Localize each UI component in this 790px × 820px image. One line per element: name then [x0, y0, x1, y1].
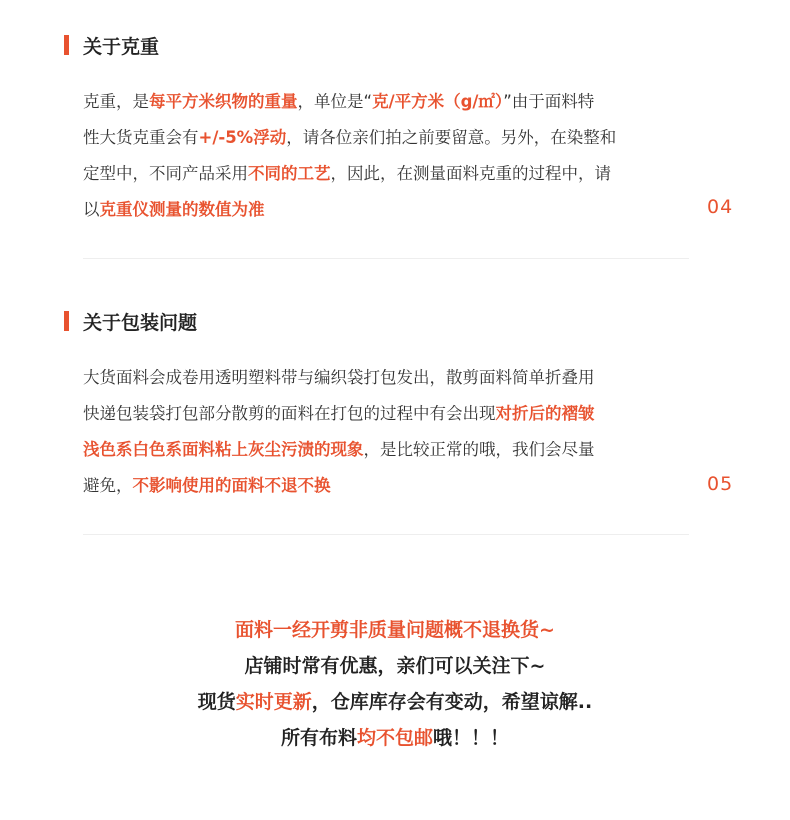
paragraph-line	[83, 84, 703, 120]
heading-title: 关于包装问题	[83, 312, 198, 334]
footer-line	[0, 720, 790, 756]
heading-title: 关于克重	[83, 36, 160, 58]
highlight-span: 均不包邮	[356, 727, 433, 749]
text-span: 大货面料会成卷用透明塑料带与编织袋打包发出，散剪面料简单折叠用	[83, 368, 595, 387]
highlight-span: 面料一经开剪非质量问题概不退换货~	[235, 619, 555, 641]
section-divider	[83, 258, 689, 259]
paragraph-line	[83, 360, 703, 396]
paragraph-line	[83, 432, 703, 468]
section-divider	[83, 534, 689, 535]
footer-line	[0, 612, 790, 648]
text-span: 快递包装袋打包部分散剪的面料在打包的过程中有会出现	[83, 404, 496, 423]
footer-notice	[0, 612, 790, 756]
section-paragraph	[83, 360, 703, 504]
text-span: 现货	[197, 691, 236, 713]
text-span: 以	[83, 200, 100, 219]
footer-line	[0, 684, 790, 720]
highlight-span: 不影响使用的面料不退不换	[132, 476, 331, 495]
highlight-span: 浅色系白色系面料粘上灰尘污渍的现象	[83, 440, 364, 459]
heading-accent-bar	[64, 311, 69, 331]
highlight-span: 克重仪测量的数值为准	[99, 200, 265, 219]
text-span: 所有布料	[280, 727, 357, 749]
text-span: ，请各位亲们拍之前要留意。另外，在染整和	[286, 128, 617, 147]
highlight-span: 实时更新	[235, 691, 312, 713]
text-span: 店铺时常有优惠，亲们可以关注下~	[244, 655, 546, 677]
section-number: 04	[707, 196, 734, 218]
text-span: 性大货克重会有	[83, 128, 199, 147]
paragraph-line	[83, 468, 703, 504]
text-span: ，是比较正常的哦，我们会尽量	[363, 440, 595, 459]
text-span: 定型中，不同产品采用	[83, 164, 248, 183]
text-span: 克重，是	[83, 92, 149, 111]
highlight-span: +/-5%浮动	[198, 128, 287, 147]
paragraph-line	[83, 192, 703, 228]
text-span: ，单位是“	[297, 92, 373, 111]
paragraph-line	[83, 156, 703, 192]
heading-accent-bar	[64, 35, 69, 55]
text-span: ，因此，在测量面料克重的过程中，请	[330, 164, 611, 183]
text-span: ，仓库库存会有变动，希望谅解..	[311, 691, 593, 713]
highlight-span: 每平方米织物的重量	[149, 92, 298, 111]
text-span: ”由于面料特	[503, 92, 595, 111]
section-number: 05	[707, 473, 734, 495]
paragraph-line	[83, 396, 703, 432]
footer-line	[0, 648, 790, 684]
text-span: 哦！！！	[433, 727, 510, 749]
text-span: 避免，	[83, 476, 133, 495]
highlight-span: 不同的工艺	[248, 164, 331, 183]
section-paragraph	[83, 84, 703, 228]
paragraph-line	[83, 120, 703, 156]
highlight-span: 对折后的褶皱	[495, 404, 595, 423]
highlight-span: 克/平方米（g/㎡）	[372, 92, 504, 111]
